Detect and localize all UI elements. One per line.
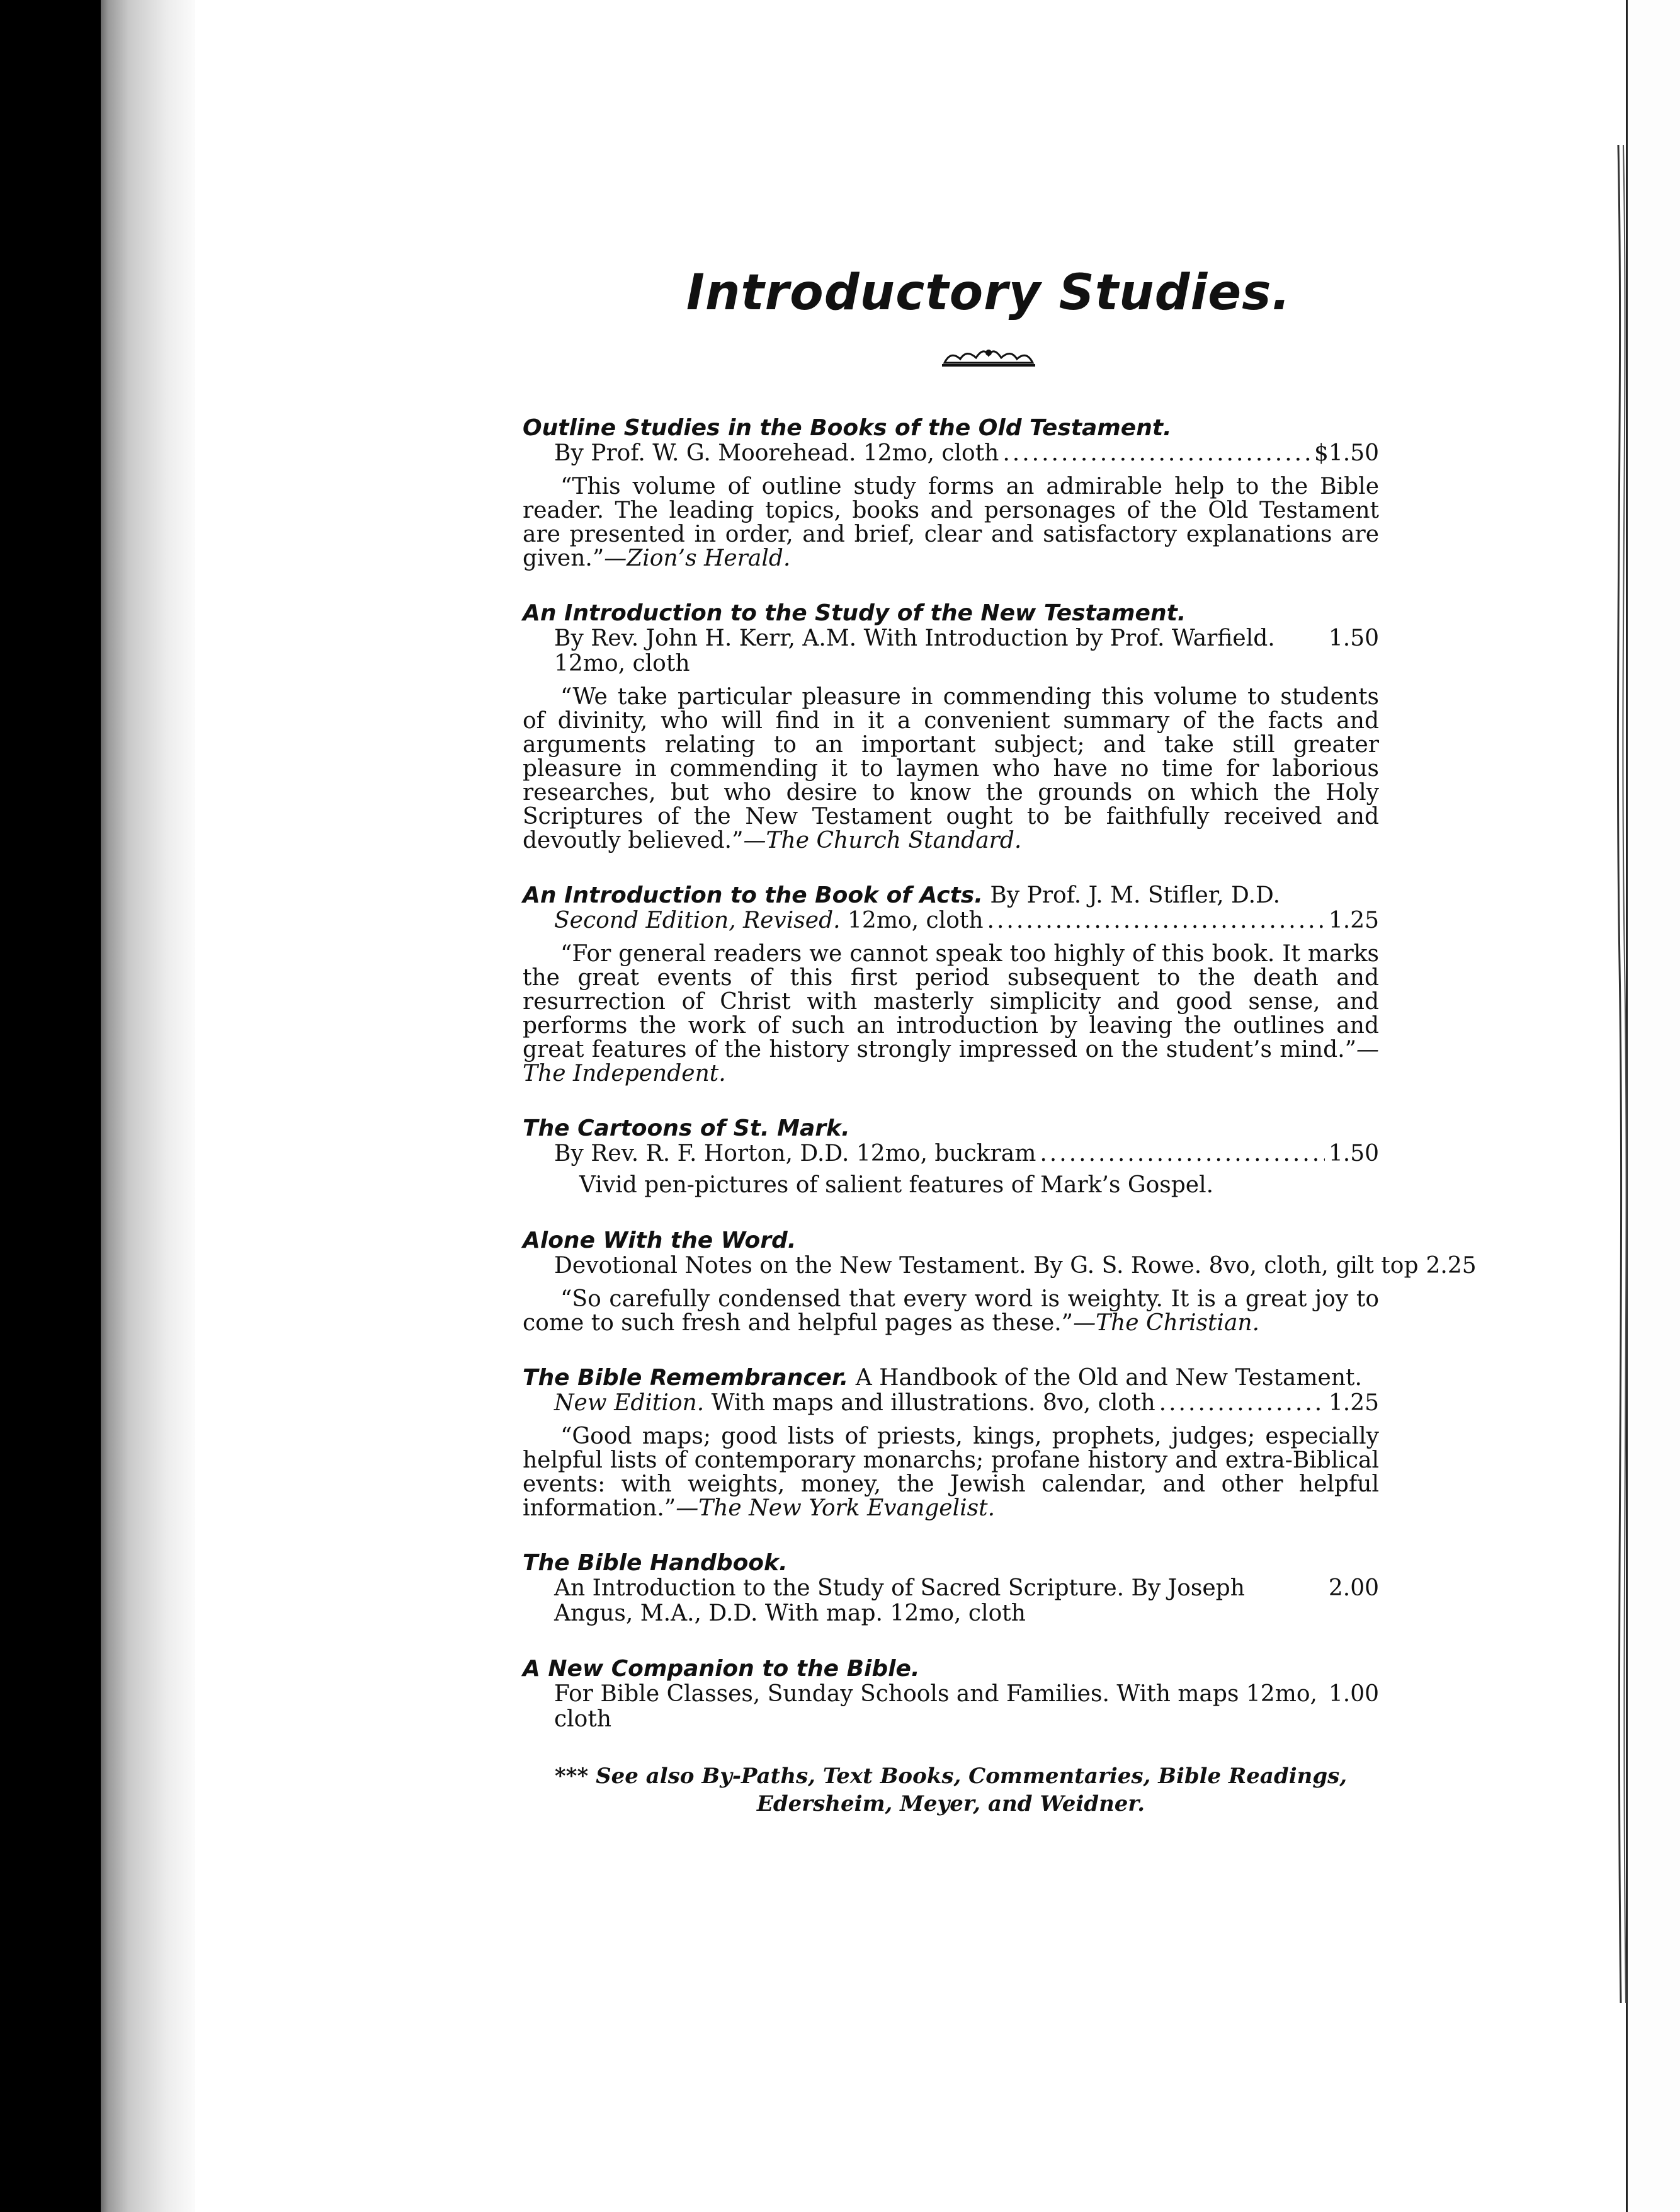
book-format: 12mo, cloth <box>848 908 984 933</box>
book-price: 1.00 <box>1328 1681 1379 1707</box>
quote-text: “So carefully condensed that every word is weighty. It is a great joy to come to such fresh and helpful pages as these.” <box>523 1286 1379 1336</box>
book-title: An Introduction to the Book of Acts. <box>523 882 983 908</box>
price-row <box>523 626 1379 676</box>
price-row <box>523 1391 1379 1416</box>
book-gutter-shadow <box>101 0 195 2212</box>
review-quote <box>523 685 1379 853</box>
book-byline: For Bible Classes, Sunday Schools and Families. With maps 12mo, cloth <box>554 1681 1317 1732</box>
book-price: 1.50 <box>1328 1141 1379 1166</box>
page-edge-curve <box>1612 145 1631 2003</box>
catalog-entry <box>523 1656 1379 1732</box>
price-row <box>523 908 1379 933</box>
price-row <box>523 1141 1379 1166</box>
book-edition: Second Edition, Revised. <box>554 908 841 933</box>
book-edition: New Edition. <box>554 1390 705 1416</box>
quote-source: —The New York Evangelist. <box>676 1495 996 1521</box>
entry-heading <box>523 1656 1379 1682</box>
entry-heading <box>523 883 1379 908</box>
book-note: Vivid pen-pictures of salient features of Mark’s Gospel. <box>579 1172 1214 1198</box>
entry-heading <box>523 601 1379 626</box>
scan-left-border <box>0 0 101 2212</box>
price-row <box>523 441 1379 466</box>
book-byline: An Introduction to the Study of Sacred Scripture. By Joseph Angus, M.A., D.D. With map. 12mo, cloth <box>554 1575 1245 1626</box>
entry-heading <box>523 1551 1379 1576</box>
book-byline: By Prof. W. G. Moorehead. 12mo, cloth <box>554 440 999 466</box>
book-byline: A Handbook of the Old and New Testament. <box>855 1365 1362 1391</box>
quote-text: “This volume of outline study forms an admirable help to the Bible reader. The leading topics, books and personages of the Old Testament are presented in order, and brief, clear and satisfactory explanations are given.” <box>523 474 1379 571</box>
catalog-entry <box>523 1228 1477 1336</box>
page-title: Introductory Studies. <box>686 265 1291 321</box>
review-quote <box>523 942 1379 1086</box>
book-price: 2.00 <box>1328 1575 1379 1601</box>
book-byline: By Rev. John H. Kerr, A.M. With Introduction by Prof. Warfield. 12mo, cloth <box>554 625 1275 676</box>
catalog-entry <box>523 1116 1379 1198</box>
review-quote <box>523 1425 1379 1520</box>
quote-source: —The Independent. <box>523 1037 1379 1086</box>
quote-text: “Good maps; good lists of priests, kings, prophets, judges; especially helpful lists of contemporary monarchs; profane history and extra-Biblical events: with weights, money, the Jewish calendar, and other helpful information.” <box>523 1423 1379 1521</box>
entry-heading <box>523 1365 1379 1391</box>
price-row <box>523 1576 1379 1626</box>
edition-format <box>554 1391 1155 1416</box>
entry-heading <box>523 1116 1379 1141</box>
catalog-entry <box>523 1365 1379 1520</box>
review-quote <box>523 475 1379 571</box>
book-byline: By Prof. J. M. Stifler, D.D. <box>990 882 1281 908</box>
entry-heading <box>523 1228 1379 1253</box>
book-price: $1.50 <box>1314 440 1379 466</box>
book-price: 1.50 <box>1328 625 1379 651</box>
quote-source: —The Christian. <box>1073 1310 1260 1336</box>
leader-dots <box>1002 441 1310 466</box>
catalog-entry <box>523 416 1379 571</box>
leader-dots <box>987 908 1325 933</box>
book-price: 2.25 <box>1426 1253 1477 1279</box>
book-price: 1.25 <box>1328 1390 1379 1416</box>
catalog-entry <box>523 1551 1379 1626</box>
book-title: The Cartoons of St. Mark. <box>523 1115 850 1141</box>
book-byline: By Rev. R. F. Horton, D.D. 12mo, buckram <box>554 1141 1036 1166</box>
quote-text: “For general readers we cannot speak too highly of this book. It marks the great events of this first period subsequent to the death and resurrection of Christ with masterly simplicity and good sense, and performs the work of such an introduction by leaving the outlines and great features of the history strongly impressed on the student’s mind.” <box>523 941 1379 1063</box>
leader-dots <box>1159 1391 1325 1416</box>
quote-source: —The Church Standard. <box>743 828 1022 853</box>
price-row <box>523 1253 1477 1279</box>
decorative-ornament-icon <box>863 344 1039 372</box>
book-title: A New Companion to the Bible. <box>523 1656 920 1682</box>
price-row <box>523 1682 1379 1732</box>
book-title: Outline Studies in the Books of the Old Testament. <box>523 415 1172 441</box>
entry-heading <box>523 416 1379 441</box>
review-quote <box>523 1287 1379 1335</box>
book-byline: Devotional Notes on the New Testament. By G. S. Rowe. 8vo, cloth, gilt top <box>554 1253 1419 1279</box>
book-title: The Bible Handbook. <box>523 1550 788 1576</box>
quote-text: “We take particular pleasure in commending this volume to students of divinity, who will find in it a convenient summary of the facts and arguments relating to an important subject; and take still greater pleasure in commending it to laymen who have no time for laborious researches, but who desire to know the grounds on which the Holy Scriptures of the New Testament ought to be faithfully received and devoutly believed.” <box>523 684 1379 853</box>
see-also-note: *** See also By-Paths, Text Books, Commentaries, Bible Readings, Edersheim, Meyer, and Weidner. <box>554 1764 1348 1816</box>
catalog-entry <box>523 883 1379 1086</box>
book-title: Alone With the Word. <box>523 1228 797 1253</box>
book-price: 1.25 <box>1328 908 1379 933</box>
edition-format <box>554 908 984 933</box>
book-format: With maps and illustrations. 8vo, cloth <box>711 1390 1155 1416</box>
quote-source: —Zion’s Herald. <box>604 545 791 571</box>
catalog-page <box>523 265 1477 1818</box>
book-title: An Introduction to the Study of the New Testament. <box>523 600 1186 626</box>
catalog-entry <box>523 601 1379 853</box>
book-title: The Bible Remembrancer. <box>523 1365 849 1391</box>
scan-right-margin <box>1628 0 1680 2212</box>
leader-dots <box>1040 1141 1324 1166</box>
